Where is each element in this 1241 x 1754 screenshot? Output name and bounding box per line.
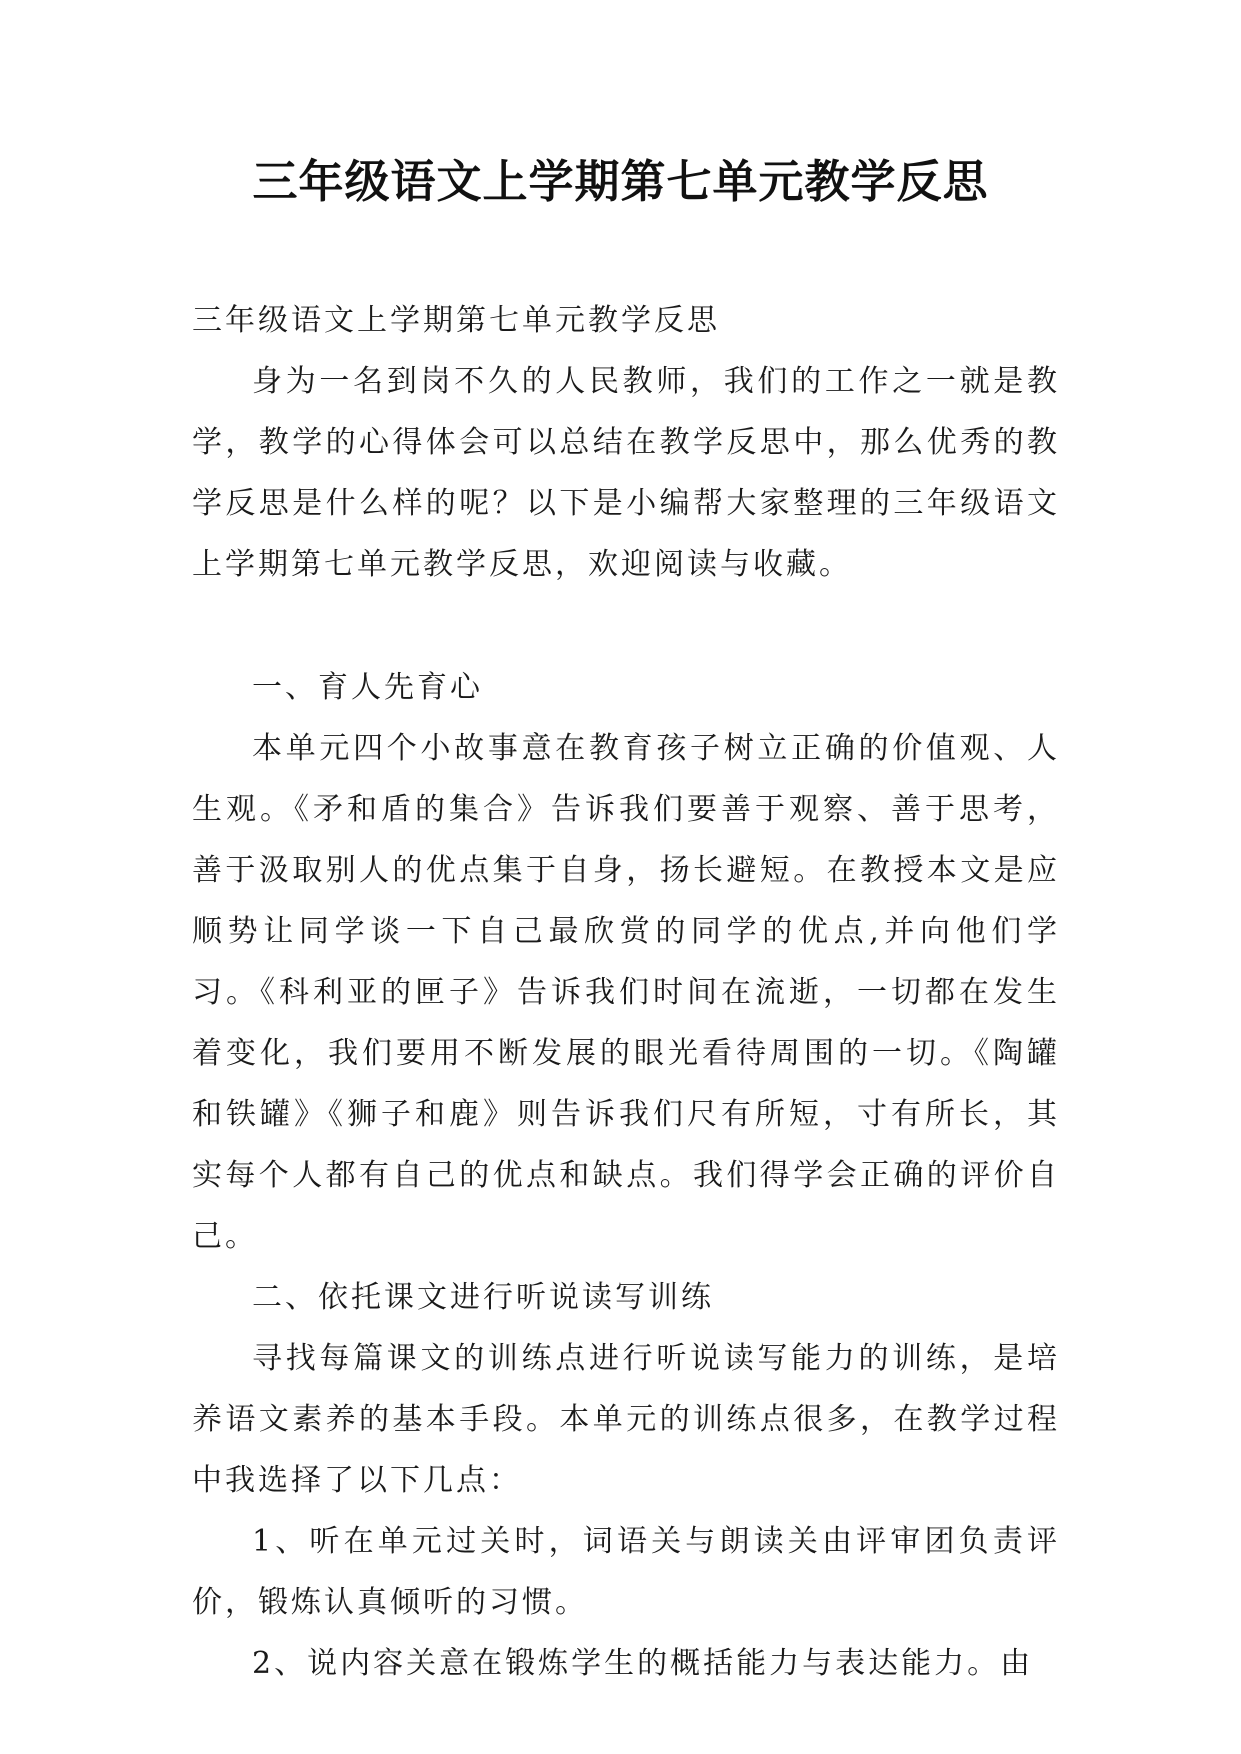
- document-subtitle: 三年级语文上学期第七单元教学反思: [192, 303, 720, 338]
- section-1-paragraph: 本单元四个小故事意在教育孩子树立正确的价值观、人生观。《矛和盾的集合》告诉我们要善于观察、善于思考，善于汲取别人的优点集于自身，扬长避短。在教授本文是应顺势让同学谈一下自己最欣赏的同学的优点,并向他们学习。《科利亚的匣子》告诉我们时间在流逝，一切都在发生着变化，我们要用不断发展的眼光看待周围的一切。《陶罐和铁罐》《狮子和鹿》则告诉我们尺有所短，寸有所长，其实每个人都有自己的优点和缺点。我们得学会正确的评价自己。: [192, 731, 1060, 1254]
- section-1-heading: 一、育人先育心: [252, 670, 483, 705]
- paragraph-spacer: [192, 595, 1060, 657]
- list-item-2: 2、说内容关意在锻炼学生的概括能力与表达能力。由: [252, 1646, 1034, 1681]
- intro-paragraph: 身为一名到岗不久的人民教师，我们的工作之一就是教学，教学的心得体会可以总结在教学反思中，那么优秀的教学反思是什么样的呢？以下是小编帮大家整理的三年级语文上学期第七单元教学反思，欢迎阅读与收藏。: [192, 364, 1060, 582]
- document-title: 三年级语文上学期第七单元教学反思: [252, 155, 989, 208]
- section-2-heading: 二、依托课文进行听说读写训练: [252, 1280, 714, 1315]
- list-item-1: 1、听在单元过关时，词语关与朗读关由评审团负责评价，锻炼认真倾听的习惯。: [192, 1524, 1060, 1620]
- section-2-paragraph: 寻找每篇课文的训练点进行听说读写能力的训练，是培养语文素养的基本手段。本单元的训练点很多，在教学过程中我选择了以下几点：: [192, 1341, 1060, 1498]
- document-body: [192, 290, 1060, 1694]
